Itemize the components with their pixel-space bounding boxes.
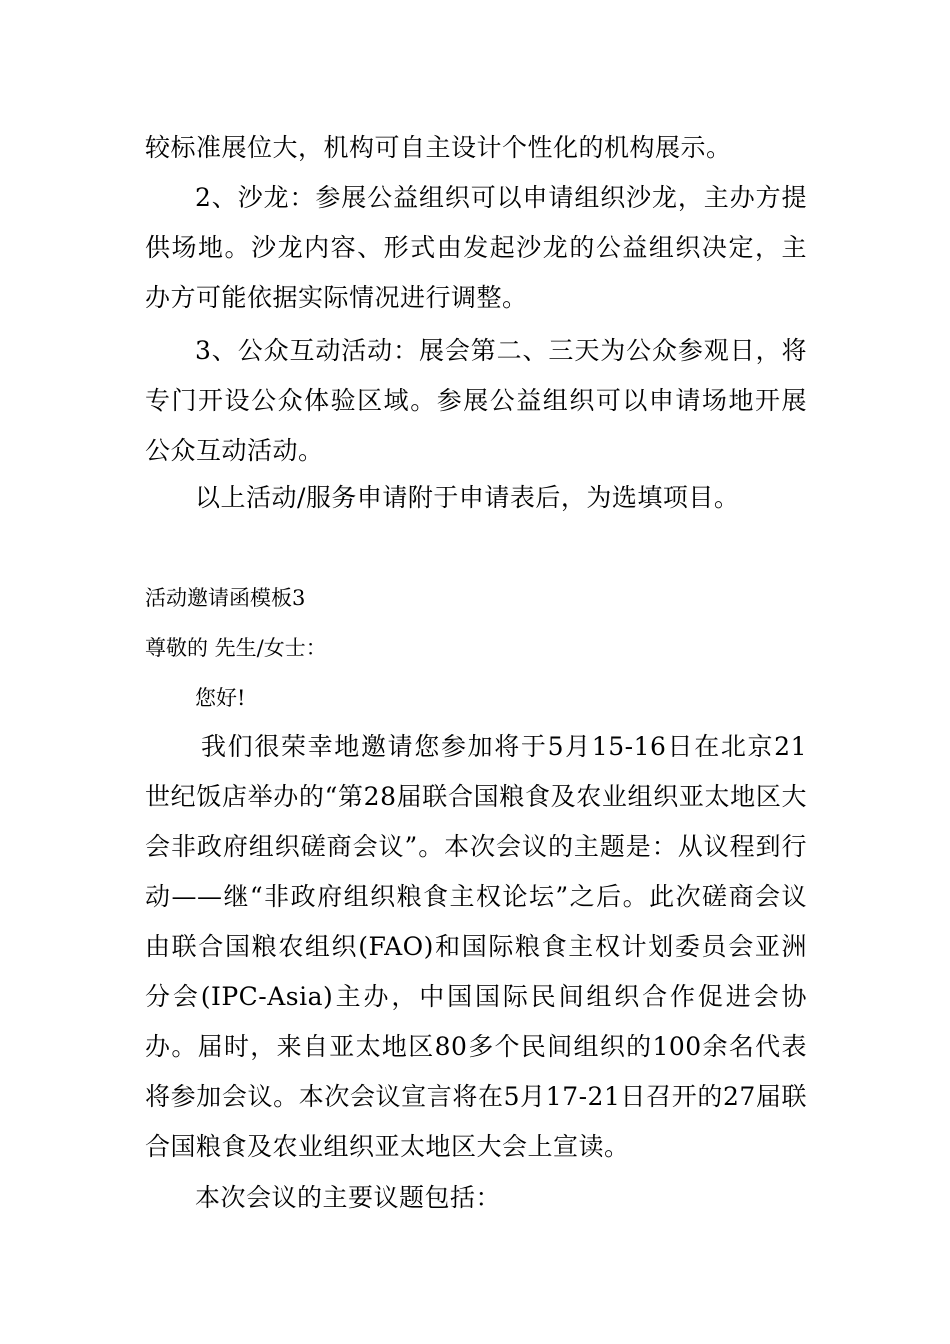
template-title: 活动邀请函模板3 bbox=[145, 586, 306, 610]
application-note-paragraph: 以上活动/服务申请附于申请表后，为选填项目。 bbox=[195, 483, 740, 512]
salon-item-paragraph: 2、沙龙：参展公益组织可以申请组织沙龙，主办方提供场地。沙龙内容、形式由发起沙龙的公益组织决定，主办方可能依据实际情况进行调整。 bbox=[145, 183, 807, 312]
public-activity-item-paragraph: 3、公众互动活动：展会第二、三天为公众参观日，将专门开设公众体验区域。参展公益组织可以申请场地开展公众互动活动。 bbox=[145, 336, 807, 465]
continued-paragraph: 较标准展位大，机构可自主设计个性化的机构展示。 bbox=[145, 133, 732, 162]
topics-intro-paragraph: 本次会议的主要议题包括： bbox=[195, 1183, 502, 1212]
salutation: 尊敬的 先生/女士： bbox=[145, 636, 327, 660]
invitation-body-paragraph: 我们很荣幸地邀请您参加将于5月15-16日在北京21世纪饭店举办的“第28届联合国粮食及农业组织亚太地区大会非政府组织磋商会议”。本次会议的主题是：从议程到行动——继“非政府组织粮食主权论坛”之后。此次磋商会议由联合国粮农组织(FAO)和国际粮食主权计划委员会亚洲分会(IPC-Asia)主办，中国国际民间组织合作促进会协办。届时，来自亚太地区80多个民间组织的100余名代表将参加会议。本次会议宣言将在5月17-21日召开的27届联合国粮食及农业组织亚太地区大会上宣读。 bbox=[145, 732, 807, 1161]
greeting: 您好! bbox=[195, 686, 246, 710]
